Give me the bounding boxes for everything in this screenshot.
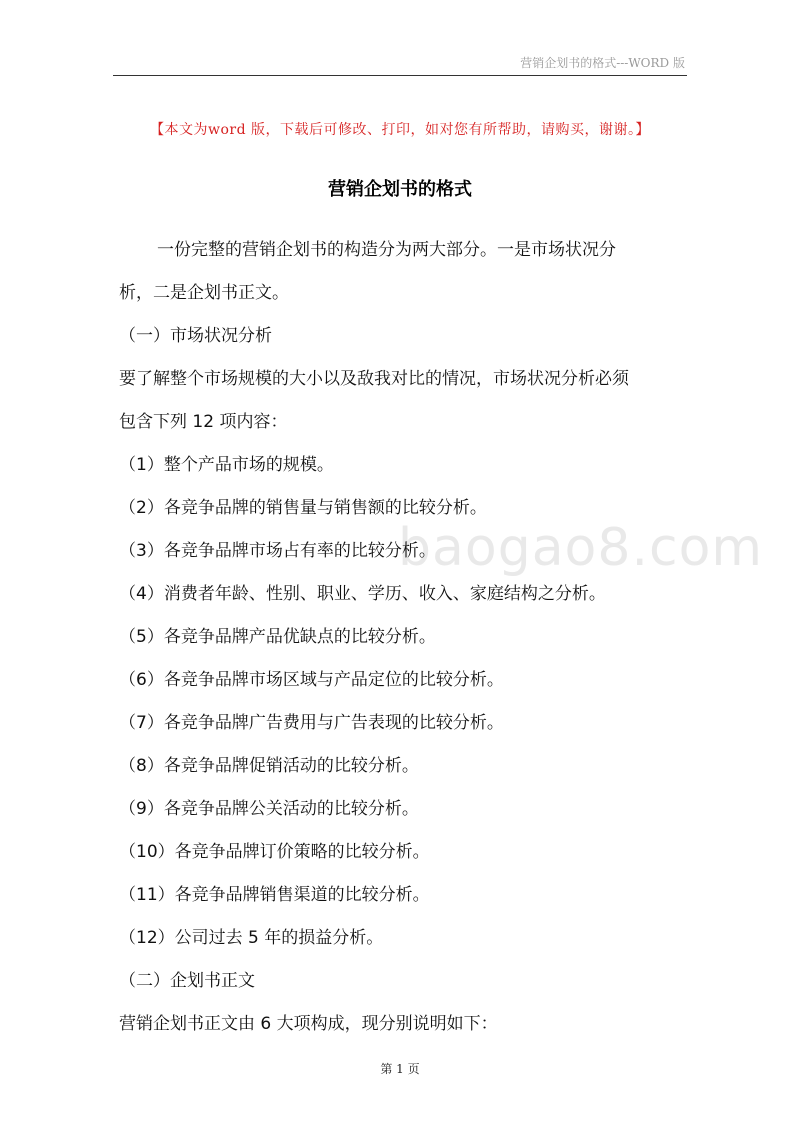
page-number: 第 1 页 bbox=[380, 1062, 420, 1076]
list-item: （9）各竞争品牌公关活动的比较分析。 bbox=[119, 799, 419, 819]
list-item: （4）消费者年龄、性别、职业、学历、收入、家庭结构之分析。 bbox=[119, 584, 606, 604]
list-item: （10）各竞争品牌订价策略的比较分析。 bbox=[119, 842, 430, 862]
section2-lead: 营销企划书正文由 6 大项构成，现分别说明如下： bbox=[119, 1014, 498, 1034]
section2-heading: （二）企划书正文 bbox=[119, 971, 255, 991]
watermark: baogao8.com bbox=[398, 518, 764, 578]
intro-line-2: 析，二是企划书正文。 bbox=[119, 283, 289, 303]
section1-lead-line-2: 包含下列 12 项内容： bbox=[119, 412, 288, 432]
section1-lead-line-1: 要了解整个市场规模的大小以及敌我对比的情况，市场状况分析必须 bbox=[119, 369, 629, 389]
section1-heading: （一）市场状况分析 bbox=[119, 326, 272, 346]
list-item: （1）整个产品市场的规模。 bbox=[119, 455, 334, 475]
document-title: 营销企划书的格式 bbox=[328, 179, 472, 200]
list-item: （12）公司过去 5 年的损益分析。 bbox=[119, 928, 384, 948]
list-item: （8）各竞争品牌促销活动的比较分析。 bbox=[119, 756, 419, 776]
list-item: （6）各竞争品牌市场区域与产品定位的比较分析。 bbox=[119, 670, 504, 690]
list-item: （2）各竞争品牌的销售量与销售额的比较分析。 bbox=[119, 498, 487, 518]
list-item: （5）各竞争品牌产品优缺点的比较分析。 bbox=[119, 627, 436, 647]
purchase-notice: 【本文为word 版，下载后可修改、打印，如对您有所帮助，请购买，谢谢。】 bbox=[149, 122, 650, 138]
list-item: （3）各竞争品牌市场占有率的比较分析。 bbox=[119, 541, 436, 561]
intro-paragraph bbox=[119, 229, 685, 315]
header-doc-title: 营销企划书的格式---WORD 版 bbox=[520, 56, 685, 70]
header-divider bbox=[113, 75, 687, 76]
intro-line-1: 一份完整的营销企划书的构造分为两大部分。一是市场状况分 bbox=[157, 240, 616, 260]
list-item: （11）各竞争品牌销售渠道的比较分析。 bbox=[119, 885, 430, 905]
list-item: （7）各竞争品牌广告费用与广告表现的比较分析。 bbox=[119, 713, 504, 733]
